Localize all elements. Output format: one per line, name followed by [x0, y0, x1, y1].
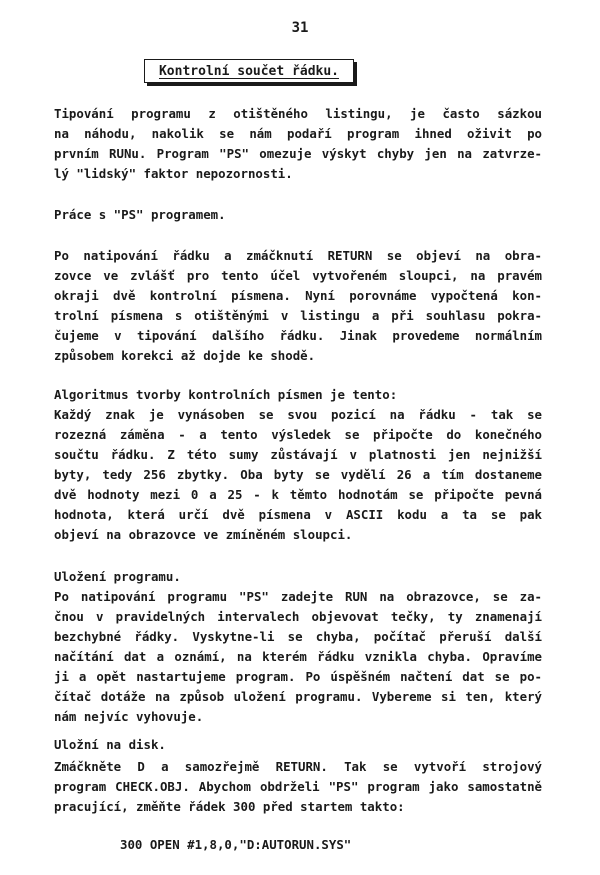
- text-line: Po natipování programu "PS" zadejte RUN na obrazovce, se za-: [54, 589, 542, 604]
- text-line: dvě hodnoty mezi 0 a 25 - k těmto hodnotám se připočte pevná: [54, 487, 542, 502]
- page-number: 31: [291, 20, 309, 36]
- section-title-box: [144, 59, 354, 83]
- text-line: zovce ve zvlášť pro tento účel vytvořeném sloupci, na pravém: [54, 268, 542, 283]
- text-line: prvním RUNu. Program "PS" omezuje výskyt chyby jen na zatvrze-: [54, 146, 542, 161]
- text-line: lý "lidský" faktor nepozornosti.: [54, 166, 293, 181]
- text-line: Tipování programu z otištěného listingu, je často sázkou: [54, 106, 542, 121]
- subheading: Práce s "PS" programem.: [54, 207, 226, 222]
- text-line: nám nejvíc vyhovuje.: [54, 709, 204, 724]
- text-line: na náhodu, nakolik se nám podaří program ihned oživit po: [54, 126, 542, 141]
- text-line: objeví na obrazovce ve zmíněném sloupci.: [54, 527, 353, 542]
- text-line: byty, tedy 256 zbytky. Oba byty se vydělí 26 a tím dostaneme: [54, 467, 542, 482]
- text-line: způsobem korekci až dojde ke shodě.: [54, 348, 316, 363]
- text-line: Zmáčkněte D a samozřejmě RETURN. Tak se vytvoří strojový: [54, 759, 542, 774]
- text-line: čítač dotáže na způsob uložení programu. Vybereme si ten, který: [54, 689, 542, 704]
- text-line: Algoritmus tvorby kontrolních písmen je tento:: [54, 387, 398, 402]
- code-line: 300 OPEN #1,8,0,"D:AUTORUN.SYS": [120, 837, 352, 852]
- text-line: bezchybné řádky. Vyskytne-li se chyba, počítač přeruší další: [54, 629, 542, 644]
- text-line: načítání dat a oznámí, na kterém řádku vznikla chyba. Opravíme: [54, 649, 542, 664]
- section-title: Kontrolní součet řádku.: [158, 63, 339, 79]
- text-line: pracující, změňte řádek 300 před startem takto:: [54, 799, 405, 814]
- text-line: program CHECK.OBJ. Abychom obdrželi "PS" program jako samostatně: [54, 779, 542, 794]
- subheading: Uložní na disk.: [54, 737, 166, 752]
- text-line: trolní písmena s otištěnými v listingu a při souhlasu pokra-: [54, 308, 542, 323]
- text-line: Po natipování řádku a zmáčknutí RETURN se objeví na obra-: [54, 248, 542, 263]
- text-line: součtu řádku. Z této sumy zůstávají v platnosti jen nejnižší: [54, 447, 542, 462]
- text-line: okraji dvě kontrolní písmena. Nyní porovnáme vypočtená kon-: [54, 288, 542, 303]
- text-line: čujeme v tipování dalšího řádku. Jinak provedeme normálním: [54, 328, 542, 343]
- text-line: rozezná záměna - a tento výsledek se připočte do konečného: [54, 427, 542, 442]
- subheading: Uložení programu.: [54, 569, 181, 584]
- text-line: hodnota, která určí dvě písmena v ASCII kodu a ta se pak: [54, 507, 542, 522]
- text-line: ji a opět nastartujeme program. Po úspěšném načtení dat se po-: [54, 669, 542, 684]
- text-line: čnou v pravidelných intervalech objevovat tečky, ty znamenají: [54, 609, 542, 624]
- text-line: Každý znak je vynásoben se svou pozicí na řádku - tak se: [54, 407, 542, 422]
